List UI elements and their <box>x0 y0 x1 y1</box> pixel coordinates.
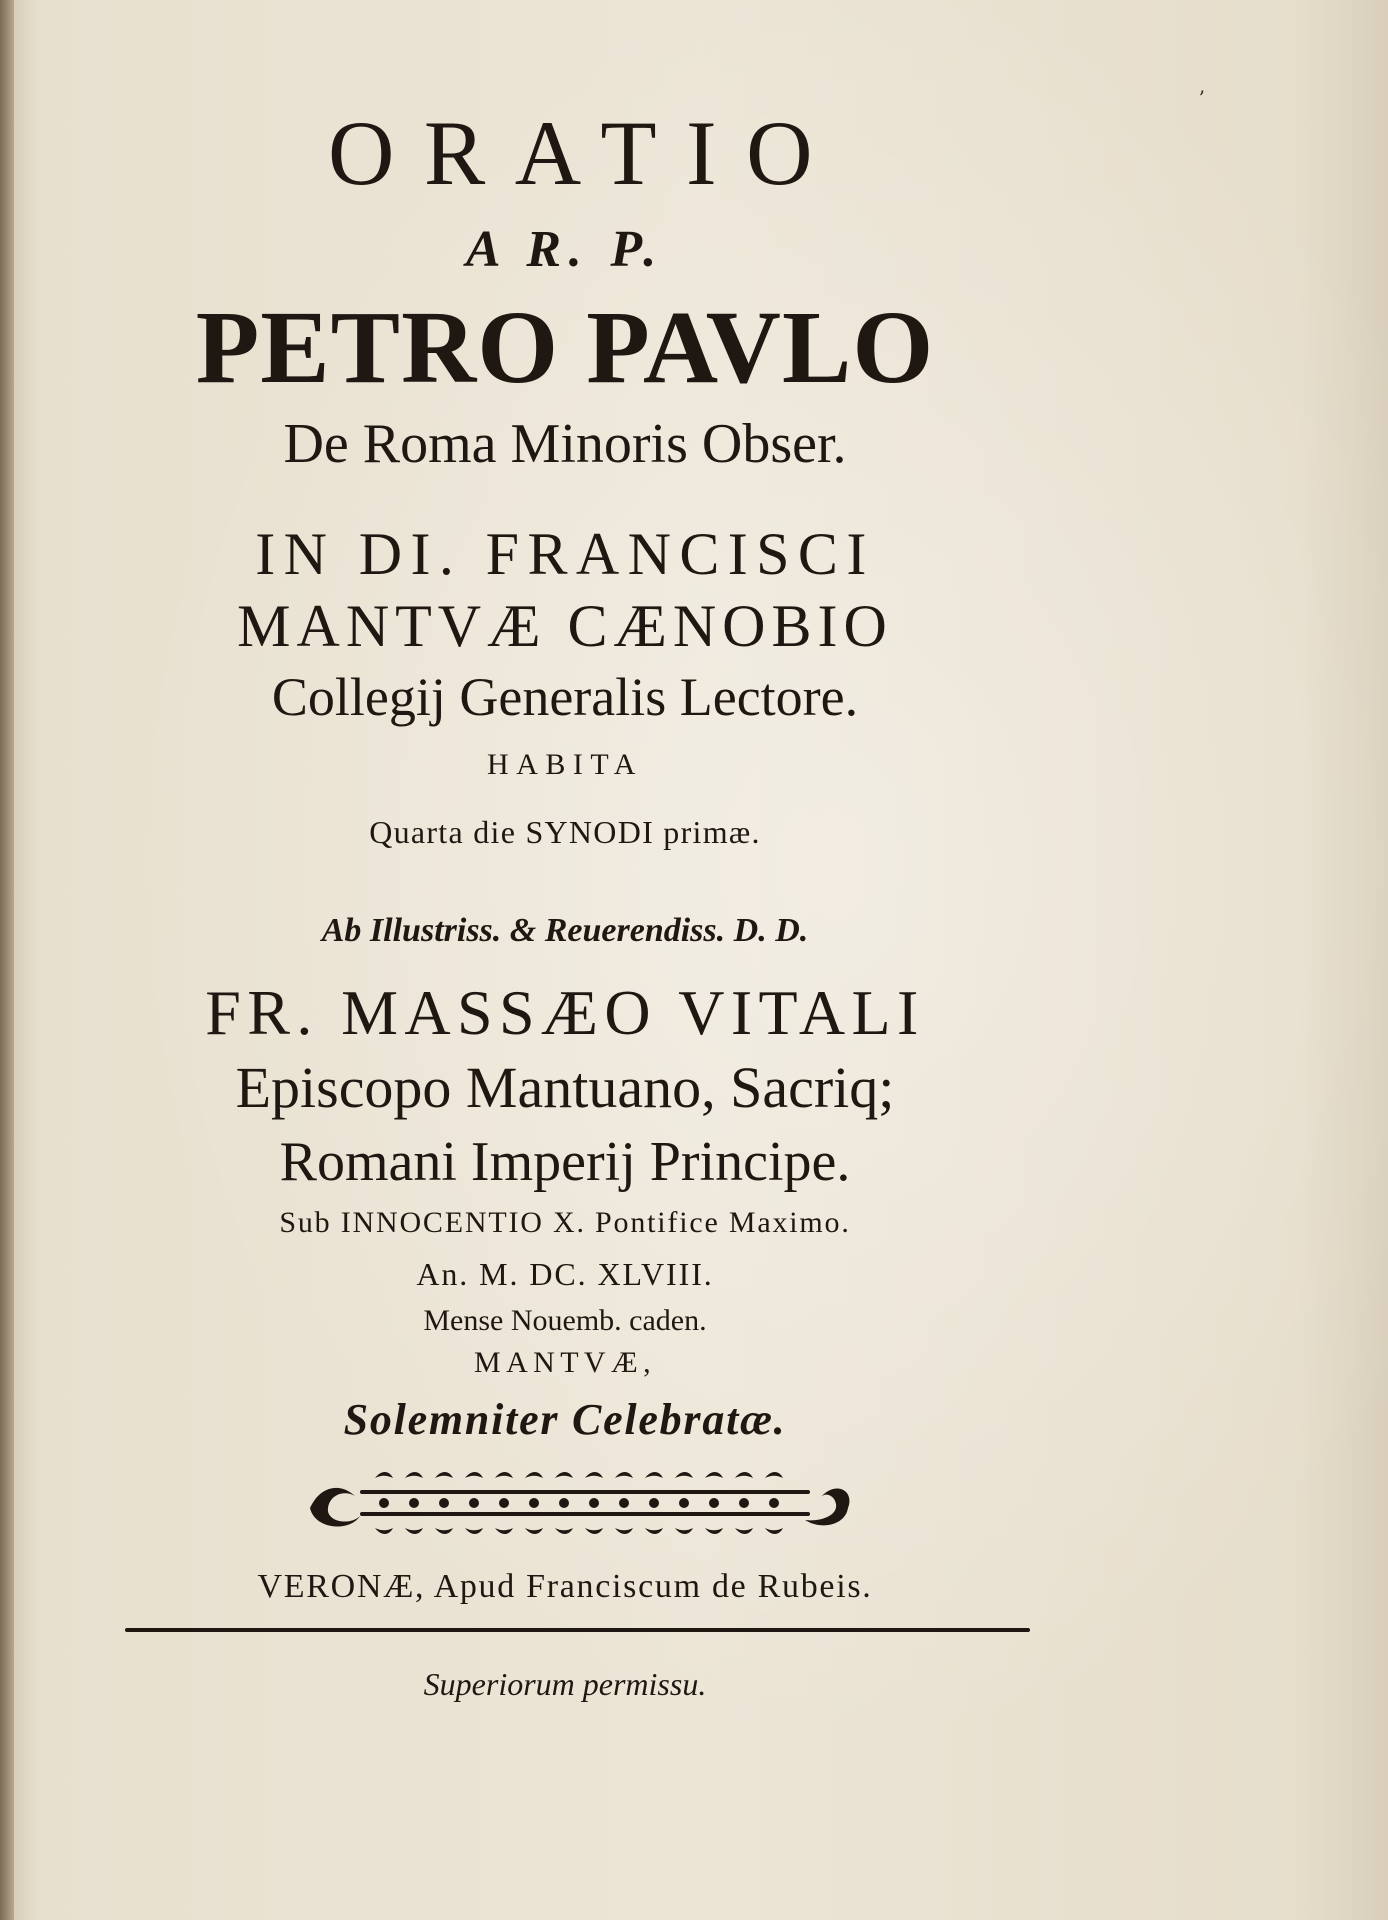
convent-line-1: IN DI. FRANCISCI <box>255 521 875 587</box>
page-corner-mark: ʼ <box>1198 86 1205 110</box>
celebration-line: Solemniter Celebratæ. <box>343 1395 787 1444</box>
college-line: Collegij Generalis Lectore. <box>271 667 859 727</box>
imprint-line: VERONÆ, Apud Franciscum de Rubeis. <box>257 1568 873 1605</box>
author-origin: De Roma Minoris Obser. <box>283 413 847 475</box>
year-line: An. M. DC. XLVIII. <box>416 1256 714 1292</box>
pontificate-line: Sub INNOCENTIO X. Pontifice Maximo. <box>279 1206 851 1239</box>
author-prefix: A R. P. <box>465 221 665 278</box>
bishop-name: FR. MASSÆO VITALI <box>205 977 925 1048</box>
place-line: MANTVÆ, <box>474 1346 656 1379</box>
bishop-title-2: Romani Imperij Principe. <box>279 1131 851 1193</box>
convent-line-2: MANTVÆ CÆNOBIO <box>237 593 893 659</box>
bishop-title-1: Episcopo Mantuano, Sacriq; <box>235 1055 895 1120</box>
book-spine-edge <box>0 0 14 1920</box>
imprint-rule <box>125 1628 1030 1632</box>
dedication-line: Ab Illustriss. & Reuerendiss. D. D. <box>321 912 809 949</box>
author-name: PETRO PAVLO <box>195 290 935 405</box>
permission-line: Superiorum permissu. <box>423 1666 707 1702</box>
month-line: Mense Nouemb. caden. <box>423 1304 707 1337</box>
habita-line: HABITA <box>487 748 643 781</box>
printers-flourish-ornament-icon <box>300 1468 860 1538</box>
title-oratio: ORATIO <box>328 102 842 204</box>
synod-day-line: Quarta die SYNODI primæ. <box>369 814 761 850</box>
